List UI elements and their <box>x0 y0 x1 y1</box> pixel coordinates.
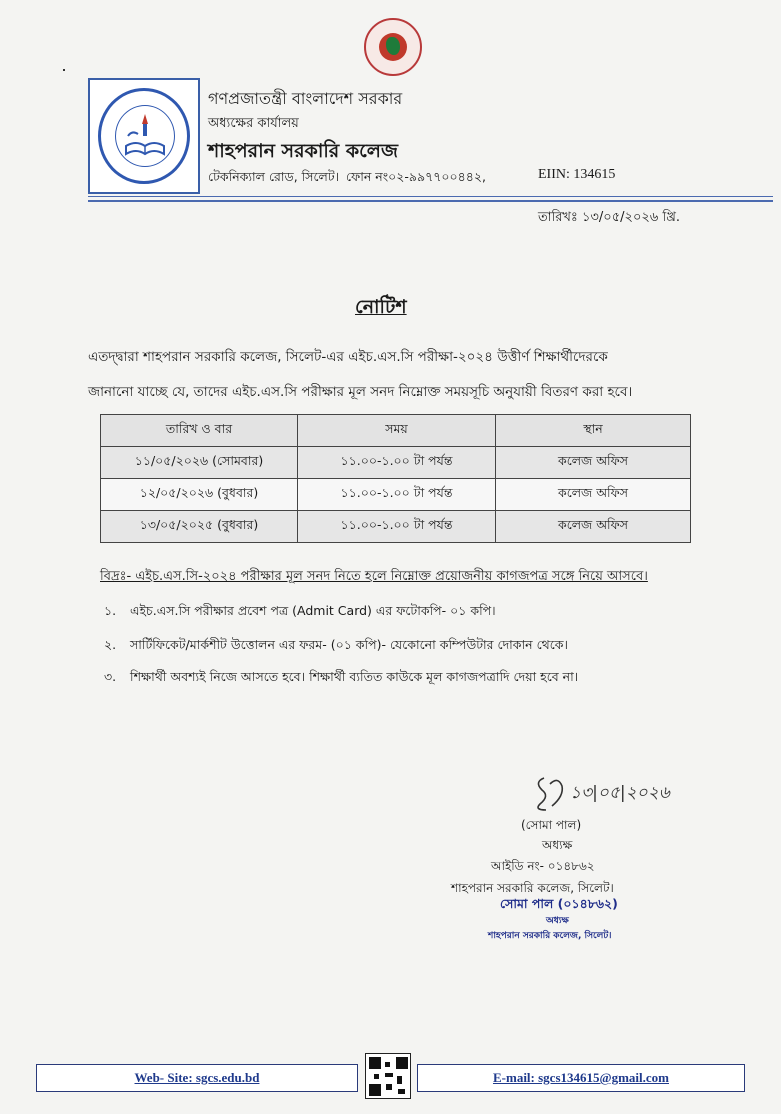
notice-paragraph-line-1: এতদ্দ্বারা শাহপরান সরকারি কলেজ, সিলেট-এর এইচ.এস.সি পরীক্ষা-২০২৪ উত্তীর্ণ শিক্ষার্থীদেরকে <box>88 349 608 365</box>
item-text: সার্টিফিকেট/মার্কশীট উত্তোলন এর ফরম- (০১ কপি)- যেকোনো কম্পিউটার দোকান থেকে। <box>130 637 569 652</box>
signatory-college: শাহপরান সরকারি কলেজ, সিলেট। <box>451 881 614 895</box>
stamp-title: অধ্যক্ষ <box>546 916 569 926</box>
row-time: ১১.০০-১.০০ টা পর্যন্ত <box>298 511 496 543</box>
requirements-heading: বিদ্রঃ- এইচ.এস.সি-২০২৪ পরীক্ষার মূল সনদ নিতে হলে নিম্নোক্ত প্রয়োজনীয় কাগজপত্র সঙ্গে নিয়ে আসবে। <box>100 569 648 584</box>
item-text: এইচ.এস.সি পরীক্ষার প্রবেশ পত্র (Admit Card) এর ফটোকপি- ০১ কপি। <box>130 603 496 618</box>
row-time: ১১.০০-১.০০ টা পর্যন্ত <box>298 447 496 479</box>
notice-date: তারিখঃ ১৩/০৫/২০২৬ খ্রি. <box>538 210 680 225</box>
college-phone: ফোন নং০২-৯৯৭৭০০৪৪২, <box>346 169 486 184</box>
college-address: টেকনিক্যাল রোড, সিলেট। <box>208 169 340 184</box>
logo-ring <box>98 88 190 184</box>
table-row <box>101 479 691 511</box>
notice-paragraph-line-2: জানানো যাচ্ছে যে, তাদের এইচ.এস.সি পরীক্ষার মূল সনদ নিম্নোক্ত সময়সূচি অনুযায়ী বিতরণ করা হবে। <box>88 384 633 400</box>
header-divider-top <box>88 196 773 197</box>
row-date: ১১/০৫/২০২৬ (সোমবার) <box>101 447 298 479</box>
college-name: শাহপরান সরকারি কলেজ <box>208 140 398 162</box>
book-torch-icon <box>116 106 174 166</box>
footer-email[interactable]: E-mail: sgcs134615@gmail.com <box>417 1064 745 1092</box>
item-text: শিক্ষার্থী অবশ্যই নিজে আসতে হবে। শিক্ষার্থী ব্যতিত কাউকে মূল কাগজপত্রাদি দেয়া হবে না। <box>130 669 579 684</box>
seal-map-icon <box>386 37 400 55</box>
list-item <box>104 603 496 623</box>
stamp-college: শাহপরান সরকারি কলেজ, সিলেট। <box>488 931 612 941</box>
logo-emblem <box>115 105 175 167</box>
table-row <box>101 511 691 543</box>
row-place: কলেজ অফিস <box>496 511 691 543</box>
signatory-title: অধ্যক্ষ <box>542 838 573 852</box>
item-number: ১. <box>104 603 117 618</box>
row-place: কলেজ অফিস <box>496 479 691 511</box>
column-header-time: সময় <box>298 415 496 447</box>
handwritten-signature <box>532 772 572 816</box>
item-number: ২. <box>104 637 117 652</box>
schedule-table <box>100 414 691 543</box>
college-logo <box>88 78 200 194</box>
govt-title: গণপ্রজাতন্ত্রী বাংলাদেশ সরকার <box>208 89 403 108</box>
stamp-name: সোমা পাল (০১৪৮৬২) <box>500 896 618 911</box>
header-divider-bottom <box>88 200 773 202</box>
row-place: কলেজ অফিস <box>496 447 691 479</box>
list-item <box>104 637 568 657</box>
row-date: ১২/০৫/২০২৬ (বুধবার) <box>101 479 298 511</box>
government-seal <box>364 18 422 76</box>
table-header-row <box>101 415 691 447</box>
column-header-place: স্থান <box>496 415 691 447</box>
column-header-date: তারিখ ও বার <box>101 415 298 447</box>
signatory-id: আইডি নং- ০১৪৮৬২ <box>491 859 595 873</box>
mark-dot <box>63 69 65 71</box>
handwritten-date: ১৩|০৫|২০২৬ <box>570 783 670 803</box>
row-time: ১১.০০-১.০০ টা পর্যন্ত <box>298 479 496 511</box>
qr-code-icon <box>365 1053 411 1099</box>
row-date: ১৩/০৫/২০২৫ (বুধবার) <box>101 511 298 543</box>
item-number: ৩. <box>104 669 117 684</box>
eiin-number: EIIN: 134615 <box>538 167 616 182</box>
list-item <box>104 669 578 689</box>
office-title: অধ্যক্ষের কার্যালয় <box>208 116 299 131</box>
footer-website[interactable]: Web- Site: sgcs.edu.bd <box>36 1064 358 1092</box>
notice-title: নোটিশ <box>355 296 407 318</box>
signatory-name: (সোমা পাল) <box>521 818 582 832</box>
table-row <box>101 447 691 479</box>
